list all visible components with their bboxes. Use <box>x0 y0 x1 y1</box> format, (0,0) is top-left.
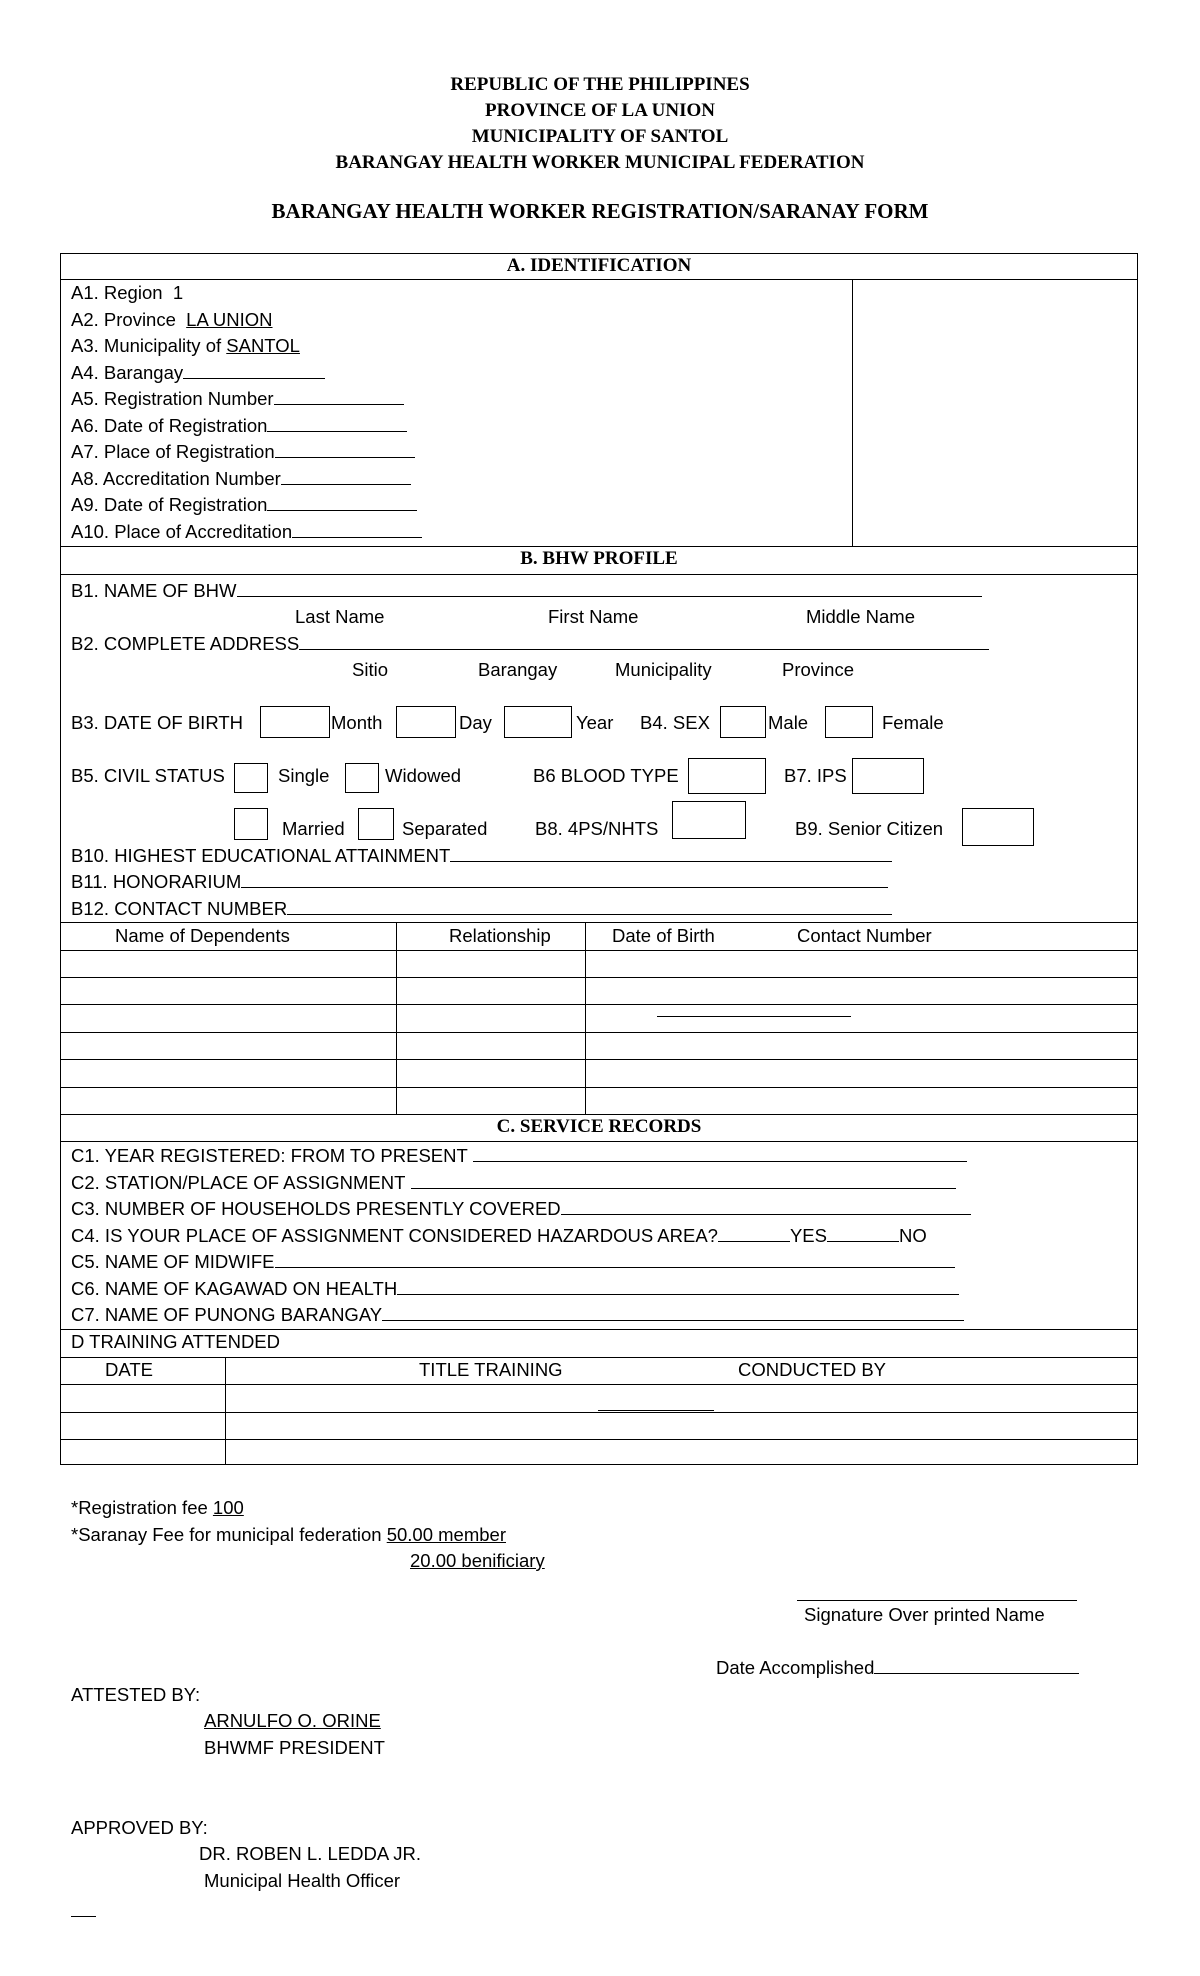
c4-hazardous <box>71 1223 927 1249</box>
b11-label: B11. HONORARIUM <box>71 871 242 892</box>
c5-blank[interactable] <box>275 1249 955 1268</box>
b6-label: B6 BLOOD TYPE <box>533 765 679 786</box>
a6-date-registration <box>71 413 407 439</box>
b8-4ps-box[interactable] <box>672 801 746 839</box>
b2-blank[interactable] <box>299 631 989 650</box>
b4-female-caption: Female <box>882 712 944 733</box>
b2-address <box>71 631 989 657</box>
b7-label: B7. IPS <box>784 765 847 786</box>
b3-day-box[interactable] <box>396 706 456 738</box>
dependents-col-dob: Date of Birth <box>612 925 715 946</box>
divider <box>60 1141 1138 1142</box>
header-municipality: MUNICIPALITY OF SANTOL <box>471 126 729 147</box>
divider <box>60 574 1138 575</box>
a5-blank[interactable] <box>274 386 404 405</box>
b2-label: B2. COMPLETE ADDRESS <box>71 633 300 654</box>
b6-blood-type-box[interactable] <box>688 758 766 794</box>
training-col-divider <box>225 1357 226 1464</box>
section-d-title: D TRAINING ATTENDED <box>71 1331 281 1352</box>
b3-year-caption: Year <box>576 712 614 733</box>
c6-kagawad <box>71 1276 959 1302</box>
b5-single-checkbox[interactable] <box>234 763 268 793</box>
b1-last-name-caption: Last Name <box>295 606 385 627</box>
c4-no-blank[interactable] <box>827 1223 899 1242</box>
a5-registration-number <box>71 386 404 412</box>
saranay-fee-label: *Saranay Fee for municipal federation <box>71 1524 382 1545</box>
b10-blank[interactable] <box>450 843 892 862</box>
attested-by-label: ATTESTED BY: <box>71 1684 201 1705</box>
b5-separated-caption: Separated <box>402 818 488 839</box>
c7-punong-barangay <box>71 1302 964 1328</box>
c5-midwife <box>71 1249 955 1275</box>
b10-label: B10. HIGHEST EDUCATIONAL ATTAINMENT <box>71 845 451 866</box>
a3-label: A3. Municipality of <box>71 335 222 356</box>
stray-underline <box>657 1016 851 1017</box>
approved-by-label: APPROVED BY: <box>71 1817 208 1838</box>
c7-blank[interactable] <box>382 1302 964 1321</box>
b5-married-checkbox[interactable] <box>234 808 268 840</box>
saranay-beneficiary-value: 20.00 benificiary <box>410 1550 545 1571</box>
a3-municipality <box>71 333 300 359</box>
dependents-col-name: Name of Dependents <box>115 925 290 946</box>
photo-box-divider <box>852 279 853 546</box>
a7-label: A7. Place of Registration <box>71 441 275 462</box>
b3-month-caption: Month <box>331 712 383 733</box>
a7-place-registration <box>71 439 415 465</box>
header-federation: BARANGAY HEALTH WORKER MUNICIPAL FEDERATION <box>335 152 865 173</box>
c4-no-caption: NO <box>899 1225 927 1246</box>
c4-yes-caption: YES <box>789 1225 827 1246</box>
table-row-line <box>60 977 1138 978</box>
a2-label: A2. Province <box>71 309 176 330</box>
approved-position: Municipal Health Officer <box>204 1870 401 1891</box>
date-accomplished-label: Date Accomplished <box>716 1657 875 1678</box>
b4-male-caption: Male <box>768 712 809 733</box>
c3-label: C3. NUMBER OF HOUSEHOLDS PRESENTLY COVERED <box>71 1198 561 1219</box>
a4-blank[interactable] <box>183 360 325 379</box>
a1-label: A1. Region <box>71 282 163 303</box>
section-c-title: C. SERVICE RECORDS <box>496 1116 702 1137</box>
a1-region <box>71 280 183 306</box>
c3-blank[interactable] <box>561 1196 971 1215</box>
a10-place-accreditation <box>71 519 422 545</box>
b5-widowed-caption: Widowed <box>385 765 462 786</box>
b9-label: B9. Senior Citizen <box>795 818 944 839</box>
header-republic: REPUBLIC OF THE PHILIPPINES <box>450 74 750 95</box>
b1-middle-name-caption: Middle Name <box>806 606 915 627</box>
c2-blank[interactable] <box>411 1170 956 1189</box>
saranay-fee <box>71 1522 506 1548</box>
saranay-member-value: 50.00 member <box>386 1524 506 1545</box>
table-row-line <box>60 1032 1138 1033</box>
dependents-col-relationship: Relationship <box>449 925 551 946</box>
b2-sitio-caption: Sitio <box>352 659 388 680</box>
c4-label: C4. IS YOUR PLACE OF ASSIGNMENT CONSIDERED HAZARDOUS AREA? <box>71 1225 718 1246</box>
table-row-line <box>60 1059 1138 1060</box>
b7-ips-box[interactable] <box>852 758 924 794</box>
c1-year-registered <box>71 1143 967 1169</box>
date-accomplished-blank[interactable] <box>874 1655 1079 1674</box>
registration-fee-label: *Registration fee <box>71 1497 208 1518</box>
signature-caption: Signature Over printed Name <box>804 1604 1045 1625</box>
a3-value: SANTOL <box>226 335 300 356</box>
training-col-conducted: CONDUCTED BY <box>738 1359 887 1380</box>
b11-blank[interactable] <box>241 869 888 888</box>
table-row-line <box>60 1087 1138 1088</box>
section-a-title: A. IDENTIFICATION <box>506 255 692 276</box>
b12-label: B12. CONTACT NUMBER <box>71 898 288 919</box>
a10-blank[interactable] <box>292 519 422 538</box>
table-row-line <box>60 1384 1138 1385</box>
attested-position: BHWMF PRESIDENT <box>204 1737 385 1758</box>
b3-day-caption: Day <box>459 712 492 733</box>
c2-label: C2. STATION/PLACE OF ASSIGNMENT <box>71 1172 406 1193</box>
b2-barangay-caption: Barangay <box>478 659 558 680</box>
b9-senior-citizen-box[interactable] <box>962 808 1034 846</box>
b1-blank[interactable] <box>237 578 982 597</box>
b11-honorarium <box>71 869 888 895</box>
b3-label: B3. DATE OF BIRTH <box>71 712 244 733</box>
c3-households <box>71 1196 971 1222</box>
approved-name: DR. ROBEN L. LEDDA JR. <box>199 1843 422 1864</box>
b10-education <box>71 843 892 869</box>
a2-value: LA UNION <box>186 309 273 330</box>
c5-label: C5. NAME OF MIDWIFE <box>71 1251 275 1272</box>
training-col-title: TITLE TRAINING <box>419 1359 563 1380</box>
document-header <box>0 72 1200 176</box>
c1-blank[interactable] <box>473 1143 967 1162</box>
header-province: PROVINCE OF LA UNION <box>485 100 715 121</box>
b1-name <box>71 578 982 604</box>
b12-contact <box>71 896 892 922</box>
stray-underline <box>598 1410 714 1411</box>
b3-year-box[interactable] <box>504 706 572 738</box>
c7-label: C7. NAME OF PUNONG BARANGAY <box>71 1304 383 1325</box>
a9-blank[interactable] <box>267 492 417 511</box>
a6-label: A6. Date of Registration <box>71 415 268 436</box>
b2-municipality-caption: Municipality <box>615 659 712 680</box>
table-row-line <box>60 1412 1138 1413</box>
b5-married-caption: Married <box>282 818 345 839</box>
divider <box>60 1114 1138 1115</box>
c4-yes-blank[interactable] <box>718 1223 790 1242</box>
a6-blank[interactable] <box>267 413 407 432</box>
b3-month-box[interactable] <box>260 706 330 738</box>
date-accomplished <box>716 1655 1079 1681</box>
table-row-line <box>60 1439 1138 1440</box>
b5-separated-checkbox[interactable] <box>358 808 394 840</box>
a8-label: A8. Accreditation Number <box>71 468 281 489</box>
a9-date-registration <box>71 492 417 518</box>
a10-label: A10. Place of Accreditation <box>71 521 293 542</box>
a4-barangay <box>71 360 325 386</box>
training-table-top <box>60 1357 1138 1358</box>
c1-label: C1. YEAR REGISTERED: FROM TO PRESENT <box>71 1145 468 1166</box>
a2-province <box>71 307 273 333</box>
b12-blank[interactable] <box>287 896 892 915</box>
b2-province-caption: Province <box>782 659 854 680</box>
a5-label: A5. Registration Number <box>71 388 274 409</box>
b4-label: B4. SEX <box>640 712 710 733</box>
form-title: BARANGAY HEALTH WORKER REGISTRATION/SARANAY FORM <box>271 199 929 223</box>
divider <box>60 279 1138 280</box>
c2-station <box>71 1170 956 1196</box>
c6-blank[interactable] <box>397 1276 959 1295</box>
attested-name: ARNULFO O. ORINE <box>204 1710 381 1731</box>
b5-single-caption: Single <box>278 765 330 786</box>
a8-blank[interactable] <box>281 466 411 485</box>
a9-label: A9. Date of Registration <box>71 494 268 515</box>
registration-fee <box>71 1495 244 1521</box>
b5-widowed-checkbox[interactable] <box>345 763 379 793</box>
dependents-col-contact: Contact Number <box>797 925 932 946</box>
registration-fee-value: 100 <box>212 1497 244 1518</box>
section-b-title: B. BHW PROFILE <box>520 548 678 569</box>
b1-first-name-caption: First Name <box>548 606 639 627</box>
b4-female-checkbox[interactable] <box>825 706 873 738</box>
signature-line[interactable] <box>797 1600 1077 1601</box>
c6-label: C6. NAME OF KAGAWAD ON HEALTH <box>71 1278 398 1299</box>
a8-accreditation-number <box>71 466 411 492</box>
table-row-line <box>60 950 1138 951</box>
training-col-date: DATE <box>105 1359 153 1380</box>
b1-label: B1. NAME OF BHW <box>71 580 237 601</box>
stray-mark <box>71 1916 96 1917</box>
a4-label: A4. Barangay <box>71 362 184 383</box>
b8-label: B8. 4PS/NHTS <box>535 818 659 839</box>
b5-label: B5. CIVIL STATUS <box>71 765 225 786</box>
table-row-line <box>60 1004 1138 1005</box>
b4-male-checkbox[interactable] <box>720 706 766 738</box>
a1-value: 1 <box>172 282 184 303</box>
divider <box>60 546 1138 547</box>
a7-blank[interactable] <box>275 439 415 458</box>
